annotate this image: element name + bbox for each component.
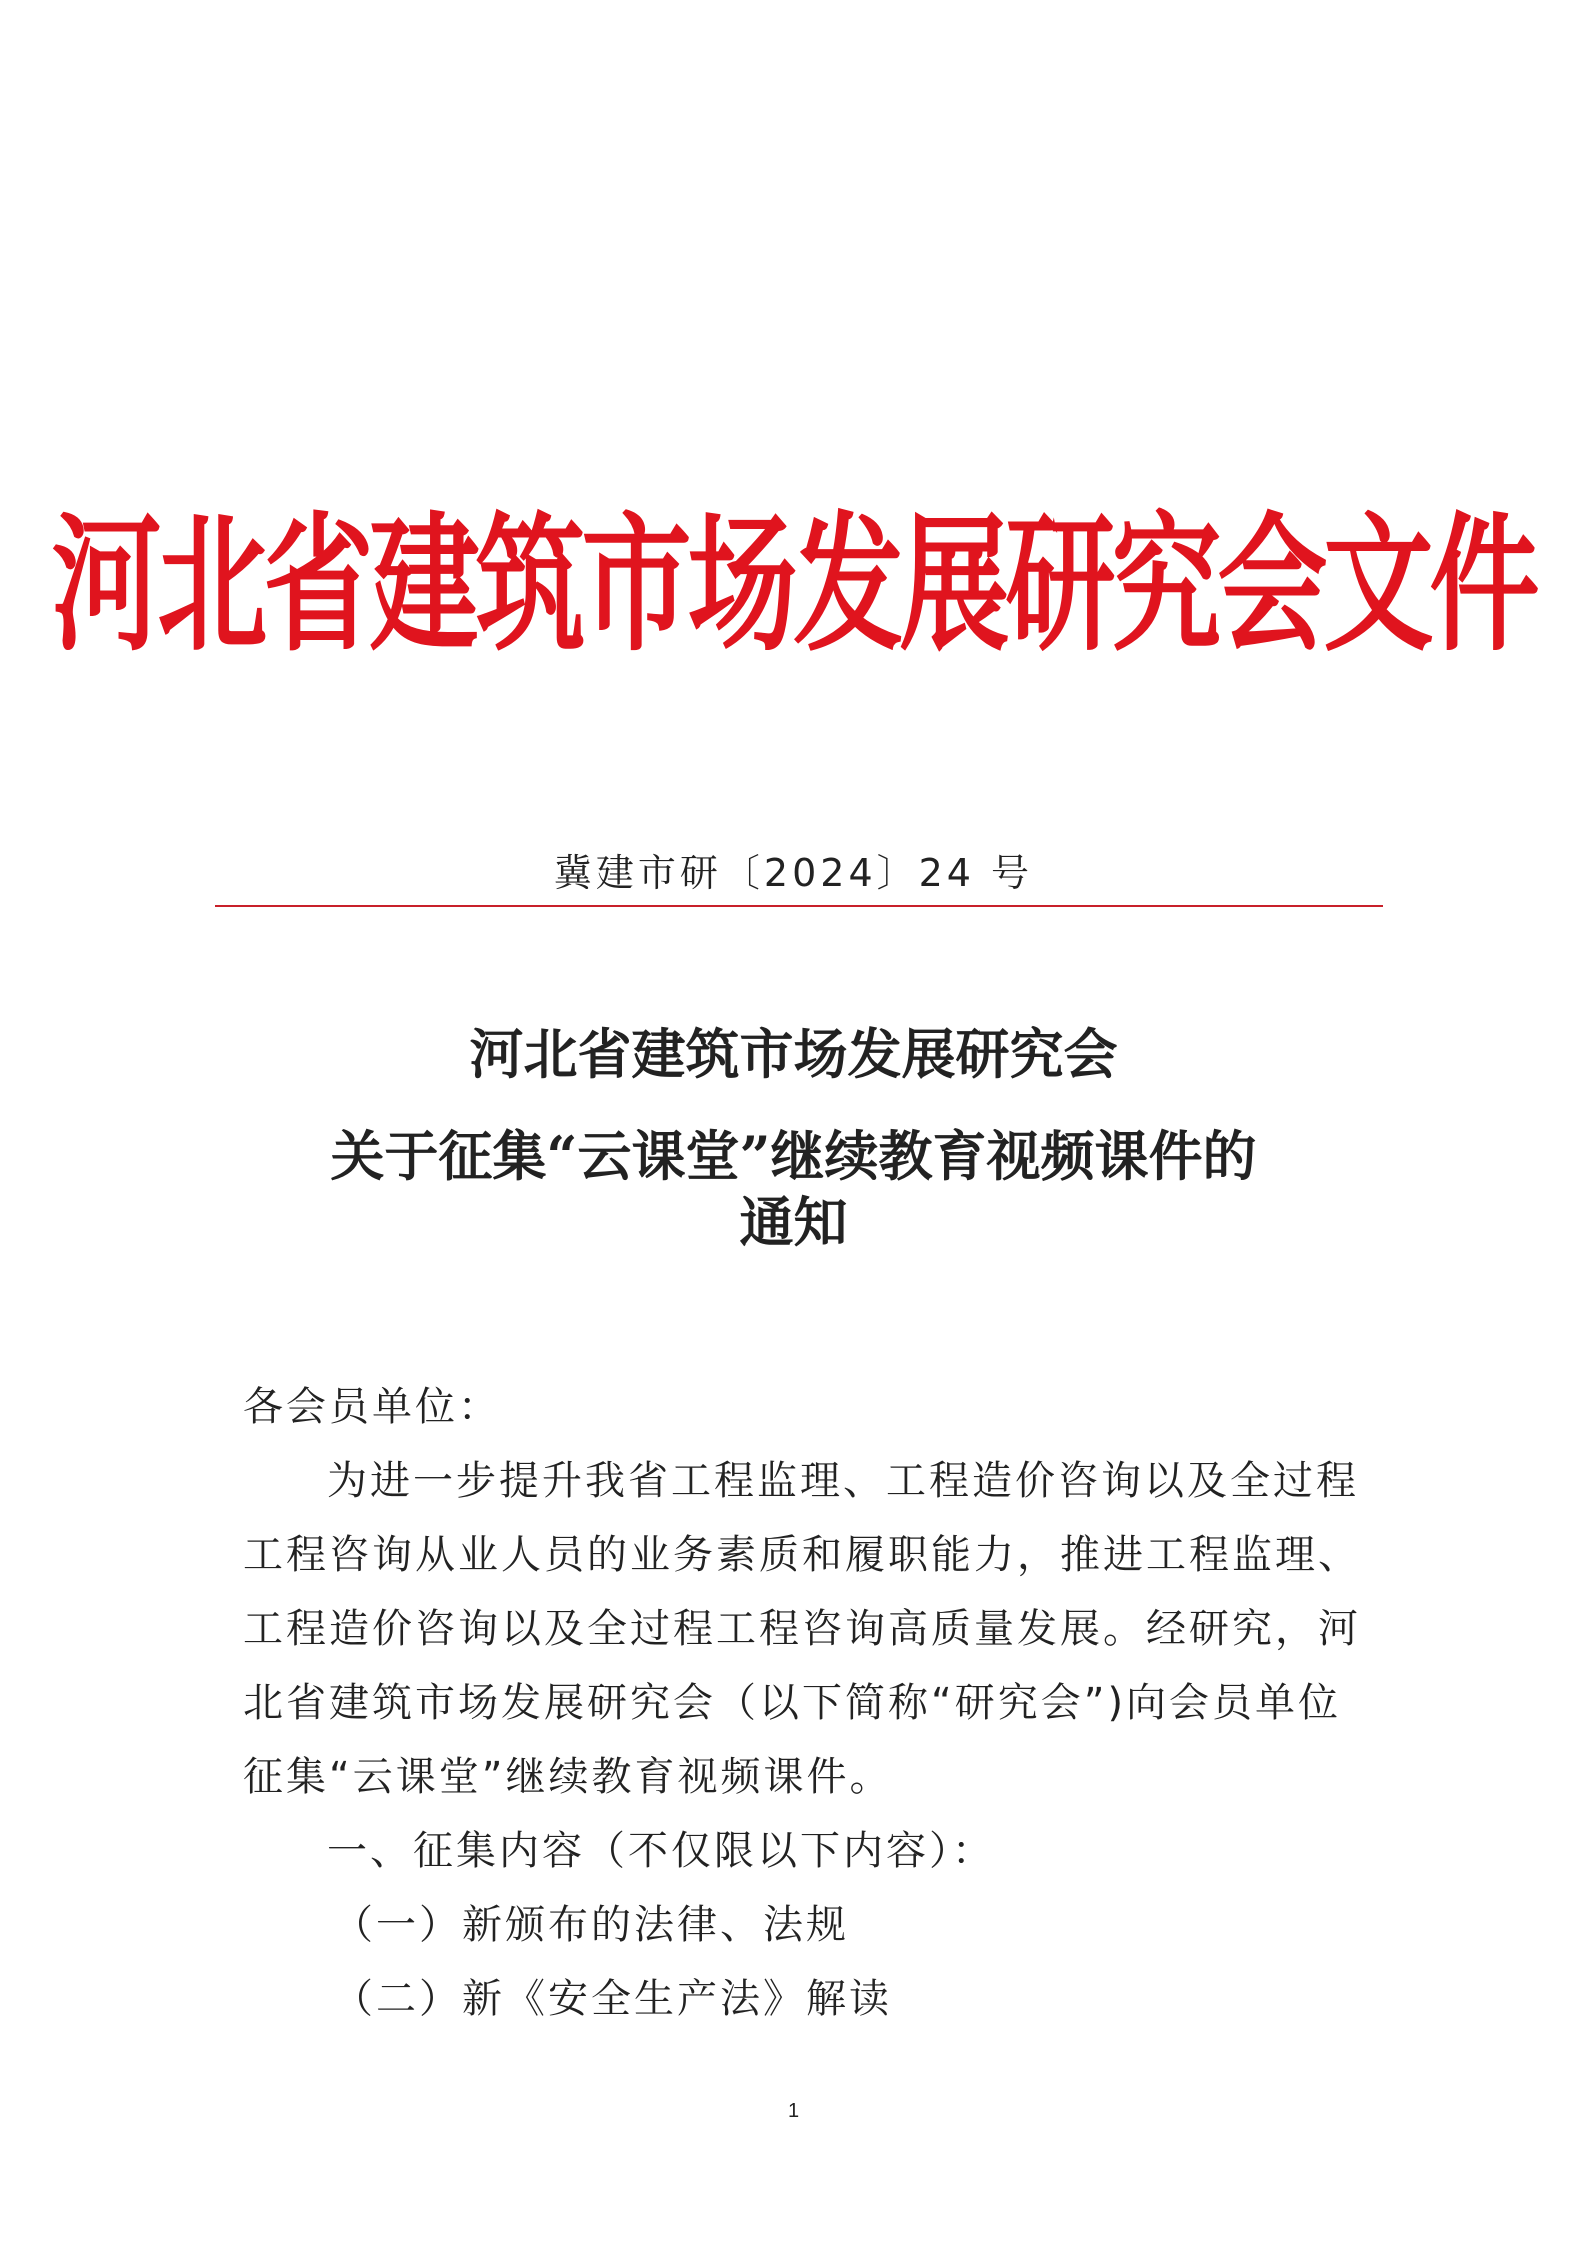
title-line-2: 关于征集“云课堂”继续教育视频课件的 (330, 1124, 1257, 1188)
body-line-5: 征集“云课堂”继续教育视频课件。 (243, 1754, 893, 1800)
title-line-3: 通知 (739, 1190, 848, 1254)
body-line-4: 北省建筑市场发展研究会（以下简称“研究会”)向会员单位 (243, 1680, 1342, 1726)
notice-title (0, 1003, 1587, 1257)
title-line-1: 河北省建筑市场发展研究会 (469, 1022, 1118, 1086)
page-number: 1 (787, 2100, 800, 2122)
document-masthead (0, 497, 1587, 672)
list-item-1: （一）新颁布的法律、法规 (333, 1902, 849, 1948)
masthead-divider (215, 905, 1383, 907)
document-number: 冀建市研〔2024〕24 号 (553, 851, 1034, 895)
list-item-2: （二）新《安全生产法》解读 (333, 1976, 892, 2022)
body-line-3: 工程造价咨询以及全过程工程咨询高质量发展。经研究，河 (243, 1606, 1361, 1652)
salutation: 各会员单位： (243, 1384, 501, 1430)
body-line-1: 为进一步提升我省工程监理、工程造价咨询以及全过程 (327, 1458, 1359, 1504)
section-heading-1: 一、征集内容（不仅限以下内容）： (327, 1828, 995, 1874)
masthead-text: 河北省建筑市场发展研究会文件 (51, 497, 1536, 672)
body-line-2: 工程咨询从业人员的业务素质和履职能力，推进工程监理、 (243, 1532, 1361, 1578)
notice-body (243, 1370, 1361, 2036)
